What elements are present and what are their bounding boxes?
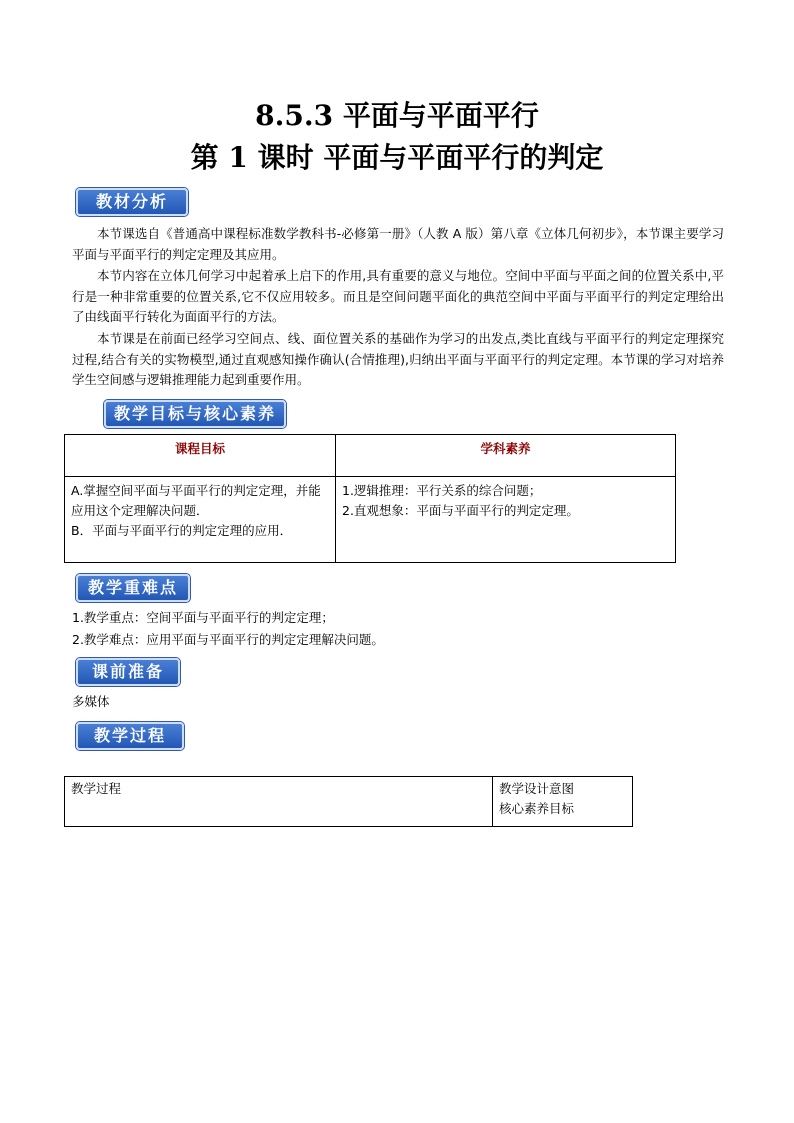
course-goal-b: B．平面与平面平行的判定定理的应用． <box>71 523 293 538</box>
goals-header-literacy: 学科素养 <box>336 435 676 477</box>
badge-preparation: 课前准备 <box>76 658 180 686</box>
key-point-2: 2.教学难点：应用平面与平面平行的判定定理解决问题。 <box>72 632 384 647</box>
course-goal-a: A.掌握空间平面与平面平行的判定定理，并能应用这个定理解决问题． <box>71 483 321 518</box>
goals-table <box>64 434 676 563</box>
literacy-goal-label: 核心素养目标 <box>499 801 575 816</box>
key-point-1: 1.教学重点：空间平面与平面平行的判定定理； <box>72 610 334 625</box>
badge-key-points: 教学重难点 <box>76 574 190 602</box>
literacy-item-2: 2.直观想象：平面与平面平行的判定定理。 <box>342 503 579 518</box>
section-title: 8.5.3 平面与平面平行 <box>255 99 539 132</box>
design-intent-cell <box>493 777 633 827</box>
lesson-title: 第 1 课时 平面与平面平行的判定 <box>190 141 604 174</box>
badge-goals: 教学目标与核心素养 <box>104 400 286 428</box>
design-intent-label: 教学设计意图 <box>499 781 575 796</box>
badge-analysis: 教材分析 <box>76 188 188 216</box>
badge-process: 教学过程 <box>76 722 184 750</box>
process-table <box>64 776 633 827</box>
analysis-paragraph-1: 本节课选自《普通高中课程标准数学教科书-必修第一册》（人教 A 版）第八章《立体几何初步》，本节课主要学习平面与平面平行的判定定理及其应用。 <box>72 226 724 262</box>
preparation-text: 多媒体 <box>72 694 110 709</box>
goals-literacy-cell <box>336 477 676 563</box>
analysis-paragraph-3: 本节课是在前面已经学习空间点、线、面位置关系的基础作为学习的出发点,类比直线与平面平行的判定定理探究过程,结合有关的实物模型,通过直观感知操作确认(合情推理),归纳出平面与平面平行的判定定理。本节课的学习对培养学生空间感与逻辑推理能力起到重要作用。 <box>72 331 724 387</box>
goals-header-course: 课程目标 <box>65 435 336 477</box>
process-cell: 教学过程 <box>65 777 493 827</box>
goals-course-cell <box>65 477 336 563</box>
analysis-paragraph-2: 本节内容在立体几何学习中起着承上启下的作用,具有重要的意义与地位。空间中平面与平面之间的位置关系中,平行是一种非常重要的位置关系,它不仅应用较多。而且是空间问题平面化的典范空间中平面与平面平行的判定定理给出了由线面平行转化为面面平行的方法。 <box>72 268 724 324</box>
literacy-item-1: 1.逻辑推理：平行关系的综合问题； <box>342 483 542 498</box>
